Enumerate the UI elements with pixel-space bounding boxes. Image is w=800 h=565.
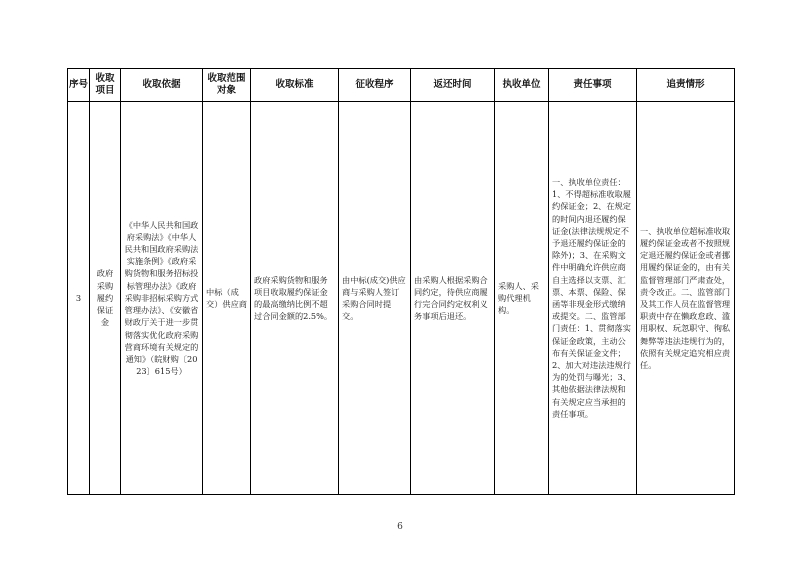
cell-item: 政府采购履约保证金	[90, 102, 121, 495]
cell-refund-time: 由采购人根据采购合同约定，待供应商履行完合同约定权利义务事项后退还。	[411, 102, 495, 495]
header-responsibilities: 责任事项	[549, 69, 637, 102]
cell-accountability: 一、执收单位超标准收取履约保证金或者不按照规定退还履约保证金或者挪用履约保证金的，由有关监督管理部门严肃查处，责令改正。二、监管部门及其工作人员在监督管理职责中存在懒政怠政、滥用职权、玩忽职守、徇私舞弊等违法违规行为的，依照有关规定追究相应责任。	[637, 102, 735, 495]
header-scope: 收取范围对象	[203, 69, 251, 102]
header-collector: 执收单位	[495, 69, 549, 102]
cell-collector: 采购人、采购代理机构。	[495, 102, 549, 495]
header-row	[68, 69, 735, 102]
header-accountability: 追责情形	[637, 69, 735, 102]
header-item: 收取项目	[90, 69, 121, 102]
cell-seq: 3	[68, 102, 90, 495]
cell-responsibilities: 一、执收单位责任：1、不得超标准收取履约保证金；2、在规定的时间内退还履约保证金(法律法规规定不予退还履约保证金的除外)；3、在采购文件中明确允许供应商自主选择以支票、汇票、本票、保险、保函等非现金形式缴纳或提交。二、监管部门责任：1、贯彻落实保证金政策，主动公布有关保证金文件；2、加大对违法违规行为的处罚与曝光；3、其他依据法律法规和有关规定应当承担的责任事项。	[549, 102, 637, 495]
header-seq: 序号	[68, 69, 90, 102]
header-procedure: 征收程序	[339, 69, 411, 102]
cell-basis: 《中华人民共和国政府采购法》《中华人民共和国政府采购法实施条例》《政府采购货物和服务招标投标管理办法》《政府采购非招标采购方式管理办法》、《安徽省财政厅关于进一步贯彻落实优化政府采购营商环境有关规定的通知》（皖财购〔2023〕615号）	[121, 102, 203, 495]
table-row	[68, 102, 735, 495]
header-refund-time: 返还时间	[411, 69, 495, 102]
cell-standard: 政府采购货物和服务项目收取履约保证金的最高缴纳比例不超过合同金额的2.5%。	[251, 102, 339, 495]
fee-table	[67, 68, 735, 495]
cell-scope: 中标（成交）供应商	[203, 102, 251, 495]
header-standard: 收取标准	[251, 69, 339, 102]
cell-procedure: 由中标(成交)供应商与采购人签订采购合同时提交。	[339, 102, 411, 495]
page-number: 6	[397, 522, 403, 532]
header-basis: 收取依据	[121, 69, 203, 102]
